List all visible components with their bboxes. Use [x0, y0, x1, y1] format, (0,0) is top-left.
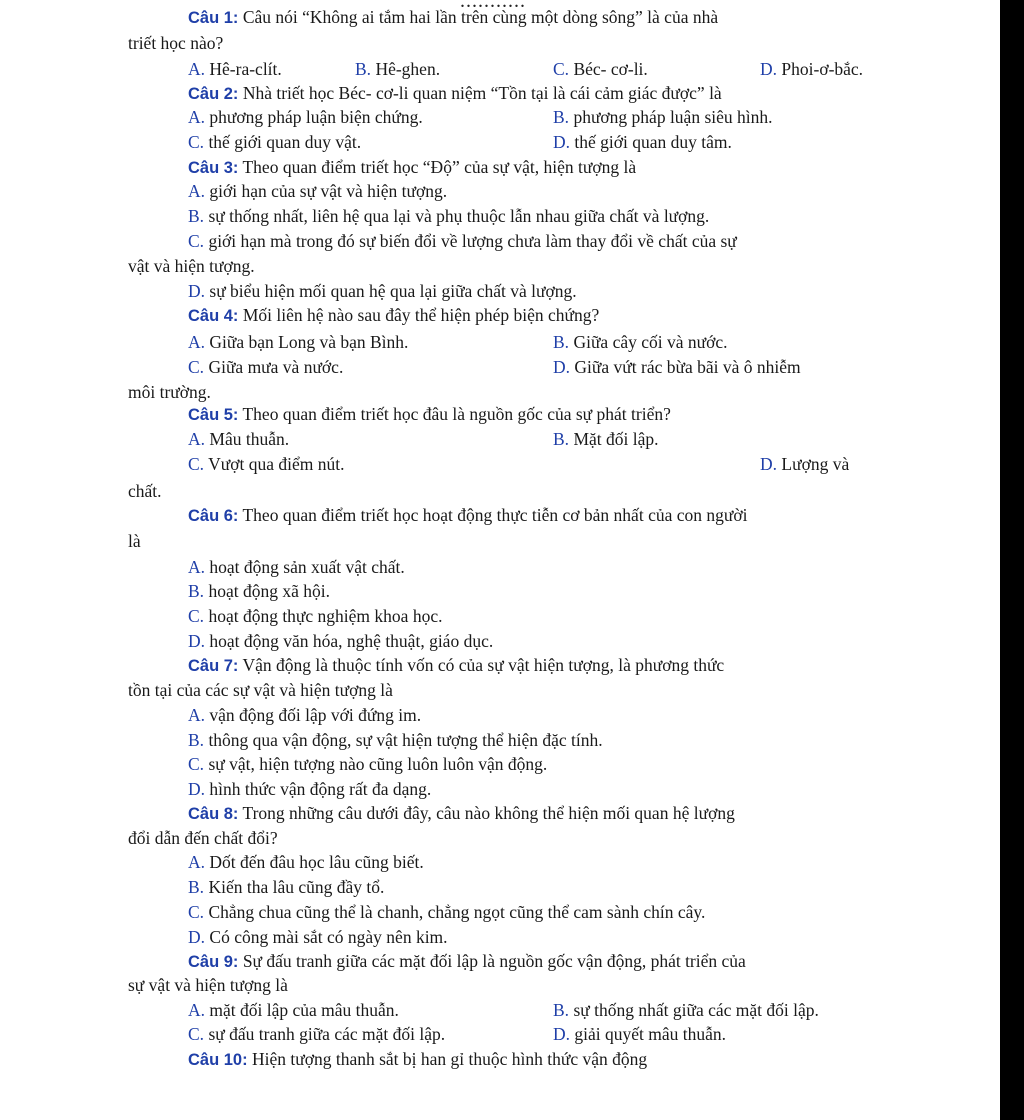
q3-option-c-cont: vật và hiện tượng. [128, 256, 255, 276]
q8-option-a: A. Dốt đến đâu học lâu cũng biết. [188, 852, 424, 872]
q2-option-c: C. thế giới quan duy vật. [188, 132, 362, 152]
q3-option-b: B. sự thống nhất, liên hệ qua lại và phụ thuộc lẫn nhau giữa chất và lượng. [188, 206, 710, 226]
q4-option-c: C. Giữa mưa và nước. [188, 357, 344, 377]
q5-option-b: B. Mặt đối lập. [553, 429, 659, 449]
q4-option-a: A. Giữa bạn Long và bạn Bình. [188, 332, 409, 352]
q2-option-d: D. thế giới quan duy tâm. [553, 132, 732, 152]
q8-option-b: B. Kiến tha lâu cũng đầy tổ. [188, 877, 385, 897]
q7-option-a: A. vận động đối lập với đứng im. [188, 705, 422, 725]
top-cut-text: ........... [460, 0, 526, 12]
q7-option-d: D. hình thức vận động rất đa dạng. [188, 779, 432, 799]
q3-option-c: C. giới hạn mà trong đó sự biến đổi về lượng chưa làm thay đổi về chất của sự [188, 231, 737, 251]
q4-option-d: D. Giữa vứt rác bừa bãi và ô nhiễm [553, 357, 801, 377]
q9-option-b: B. sự thống nhất giữa các mặt đối lập. [553, 1000, 819, 1020]
q8-option-c: C. Chẳng chua cũng thể là chanh, chẳng ngọt cũng thể cam sành chín cây. [188, 902, 706, 922]
q3-option-a: A. giới hạn của sự vật và hiện tượng. [188, 181, 448, 201]
q1-option-b: B. Hê-ghen. [355, 59, 441, 79]
q7-option-c: C. sự vật, hiện tượng nào cũng luôn luôn vận động. [188, 754, 548, 774]
question-9-stem-cont: sự vật và hiện tượng là [128, 975, 288, 995]
question-7-stem: Câu 7: Vận động là thuộc tính vốn có của sự vật hiện tượng, là phương thức [188, 655, 725, 675]
question-2-stem: Câu 2: Nhà triết học Béc- cơ-li quan niệm “Tồn tại là cái cảm giác được” là [188, 83, 722, 103]
q8-option-d: D. Có công mài sắt có ngày nên kim. [188, 927, 448, 947]
q2-option-b: B. phương pháp luận siêu hình. [553, 107, 773, 127]
q9-option-a: A. mặt đối lập của mâu thuẫn. [188, 1000, 399, 1020]
question-1-stem: Câu 1: Câu nói “Không ai tắm hai lần trên cùng một dòng sông” là của nhà [188, 7, 719, 27]
q5-option-d-cont: chất. [128, 481, 162, 501]
q1-option-c: C. Béc- cơ-li. [553, 59, 648, 79]
q6-option-a: A. hoạt động sản xuất vật chất. [188, 557, 405, 577]
question-8-stem: Câu 8: Trong những câu dưới đây, câu nào không thể hiện mối quan hệ lượng [188, 803, 735, 823]
q1-option-a: A. Hê-ra-clít. [188, 59, 282, 79]
q6-option-d: D. hoạt động văn hóa, nghệ thuật, giáo dục. [188, 631, 494, 651]
question-6-stem: Câu 6: Theo quan điểm triết học hoạt động thực tiễn cơ bản nhất của con người [188, 505, 748, 525]
q6-option-b: B. hoạt động xã hội. [188, 581, 330, 601]
q1-option-d: D. Phoi-ơ-bắc. [760, 59, 864, 79]
question-1-stem-cont: triết học nào? [128, 33, 224, 53]
q3-option-d: D. sự biểu hiện mối quan hệ qua lại giữa chất và lượng. [188, 281, 577, 301]
q6-option-c: C. hoạt động thực nghiệm khoa học. [188, 606, 443, 626]
q5-option-c: C. Vượt qua điểm nút. [188, 454, 345, 474]
question-4-stem: Câu 4: Mối liên hệ nào sau đây thể hiện phép biện chứng? [188, 305, 600, 325]
q5-option-a: A. Mâu thuẫn. [188, 429, 290, 449]
question-3-stem: Câu 3: Theo quan điểm triết học “Độ” của sự vật, hiện tượng là [188, 157, 637, 177]
q7-option-b: B. thông qua vận động, sự vật hiện tượng thể hiện đặc tính. [188, 730, 603, 750]
q5-option-d: D. Lượng và [760, 454, 850, 474]
q4-option-d-cont: môi trường. [128, 382, 211, 402]
q4-option-b: B. Giữa cây cối và nước. [553, 332, 728, 352]
question-7-stem-cont: tồn tại của các sự vật và hiện tượng là [128, 680, 393, 700]
question-8-stem-cont: đổi dẫn đến chất đổi? [128, 828, 278, 848]
question-label: Câu 1: [188, 9, 239, 27]
q2-option-a: A. phương pháp luận biện chứng. [188, 107, 423, 127]
question-9-stem: Câu 9: Sự đấu tranh giữa các mặt đối lập là nguồn gốc vận động, phát triển của [188, 951, 746, 971]
question-6-stem-cont: là [128, 531, 141, 551]
q9-option-c: C. sự đấu tranh giữa các mặt đối lập. [188, 1024, 446, 1044]
question-10-stem: Câu 10: Hiện tượng thanh sắt bị han gỉ thuộc hình thức vận động [188, 1049, 648, 1069]
question-5-stem: Câu 5: Theo quan điểm triết học đâu là nguồn gốc của sự phát triển? [188, 404, 671, 424]
q9-option-d: D. giải quyết mâu thuẫn. [553, 1024, 727, 1044]
